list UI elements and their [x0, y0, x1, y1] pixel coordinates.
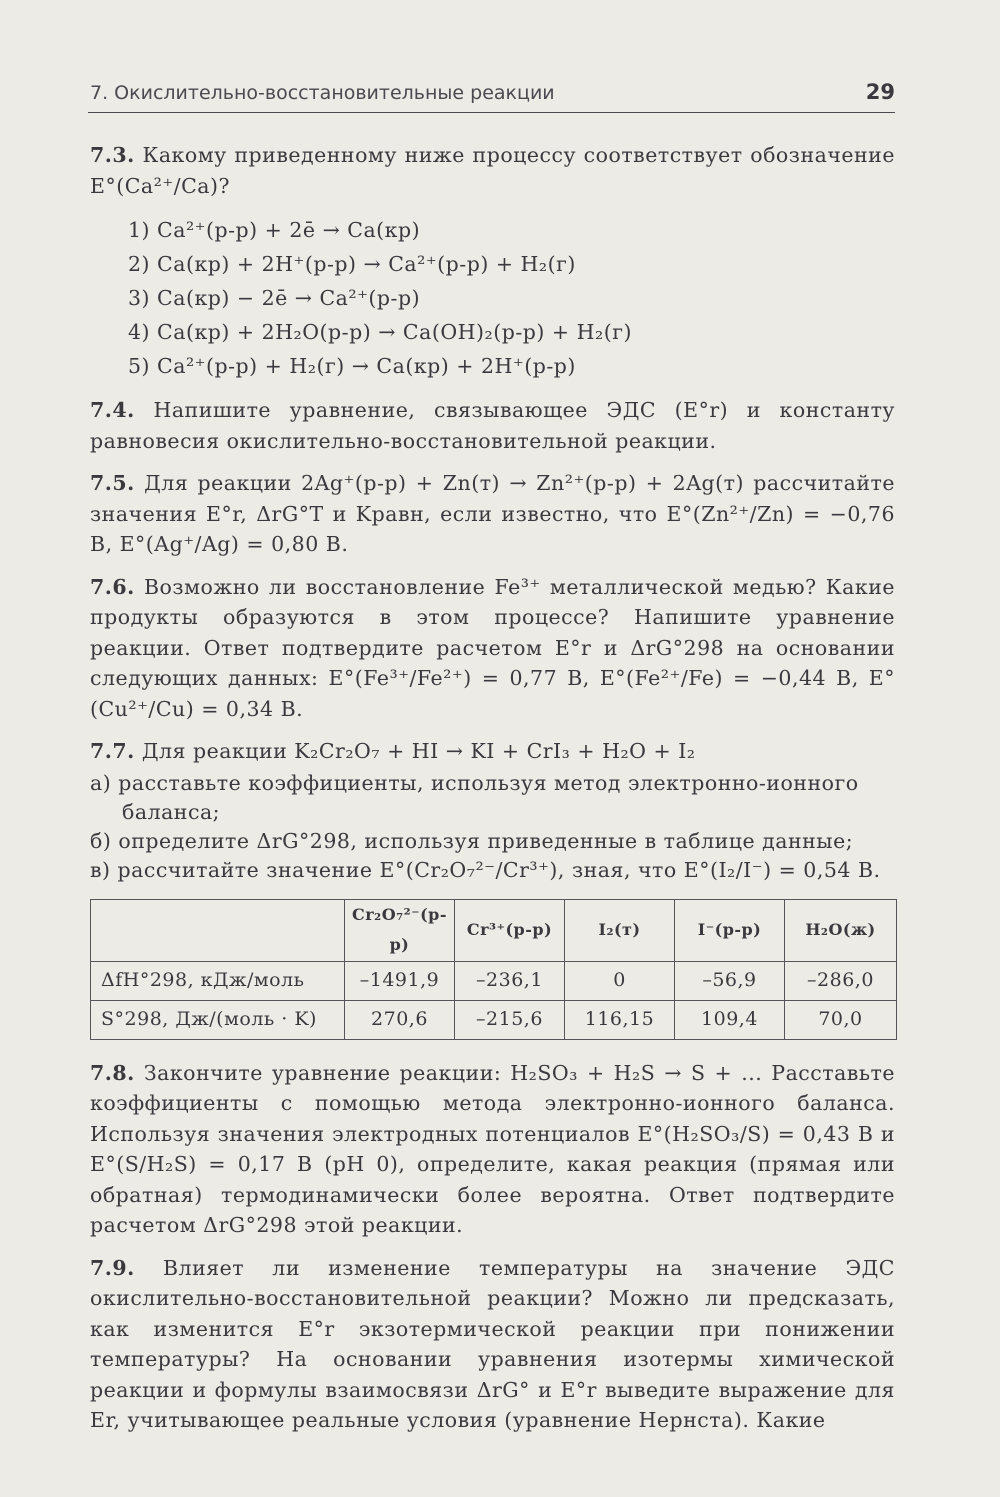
problem-7-8	[90, 1058, 895, 1241]
problem-text: Для реакции 2Ag⁺(р-р) + Zn(т) → Zn²⁺(р-р) + 2Ag(т) рассчитайте значения E°r, ΔrG°T и Kравн, если известно, что E°(Zn²⁺/Zn) = −0,76 В, E°(Ag⁺/Ag) = 0,80 В.	[90, 471, 895, 556]
problem-7-9	[90, 1253, 895, 1436]
problem-7-5	[90, 468, 895, 560]
problem-number: 7.4.	[90, 398, 135, 422]
table-column-header: H₂O(ж)	[785, 899, 897, 961]
table-cell: –215,6	[455, 1000, 565, 1039]
chapter-title: 7. Окислительно-восстановительные реакции	[90, 82, 555, 104]
subtask-a: а) расставьте коэффициенты, используя метод электронно-ионного баланса;	[90, 770, 859, 824]
problem-7-3	[90, 140, 895, 201]
table-row	[91, 1000, 897, 1039]
table-cell: –236,1	[455, 961, 565, 1000]
answer-options	[90, 213, 895, 383]
table-cell: –286,0	[785, 961, 897, 1000]
answer-option-1: 1) Ca²⁺(р-р) + 2ē → Ca(кр)	[128, 218, 421, 242]
table-column-header: I⁻(р-р)	[675, 899, 785, 961]
table-cell: 109,4	[675, 1000, 785, 1039]
problem-text: Напишите уравнение, связывающее ЭДС (E°r) и константу равновесия окислительно-восстановительной реакции.	[90, 398, 895, 453]
problem-text: Какому приведенному ниже процессу соответствует обозначение	[142, 143, 895, 167]
problem-number: 7.9.	[90, 1255, 135, 1280]
table-column-header: I₂(т)	[565, 899, 675, 961]
table-column-header: Cr₂O₇²⁻(р-р)	[345, 899, 455, 961]
problem-text: Влияет ли изменение температуры на значение ЭДС окислительно-восстановительной реакции? Можно ли предсказать, как изменится E°r экзотермической реакции при понижении температуры? На основании уравнения изотермы химической реакции и формулы взаимосвязи ΔrG° и E°r выведите выражение для Er, учитывающее реальные условия (уравнение Нернста). Какие	[90, 1255, 895, 1432]
running-header	[88, 82, 895, 113]
problem-number: 7.3.	[90, 143, 135, 167]
answer-option-4: 4) Ca(кр) + 2H₂O(р-р) → Ca(OH)₂(р-р) + H₂(г)	[128, 320, 632, 344]
thermo-data-table	[90, 899, 897, 1040]
table-cell: 270,6	[345, 1000, 455, 1039]
problem-symbol: E°(Ca²⁺/Ca)?	[90, 173, 230, 198]
problem-number: 7.5.	[90, 471, 135, 495]
table-row	[91, 961, 897, 1000]
problem-number: 7.8.	[90, 1060, 135, 1085]
table-row-label: S°298, Дж/(моль · K)	[91, 1000, 345, 1039]
problem-7-4	[90, 395, 895, 456]
table-cell: 116,15	[565, 1000, 675, 1039]
answer-option-5: 5) Ca²⁺(р-р) + H₂(г) → Ca(кр) + 2H⁺(р-р)	[128, 354, 576, 378]
table-cell: 0	[565, 961, 675, 1000]
table-corner-cell	[91, 899, 345, 961]
answer-option-3: 3) Ca(кр) − 2ē → Ca²⁺(р-р)	[128, 286, 421, 310]
problem-7-6	[90, 572, 895, 725]
problem-text: Возможно ли восстановление Fe³⁺ металлической медью? Какие продукты образуются в этом процессе? Напишите уравнение реакции. Ответ подтвердите расчетом E°r и ΔrG°298 на основании следующих данных: E°(Fe³⁺/Fe²⁺) = 0,77 В, E°(Fe²⁺/Fe) = −0,44 В, E°(Cu²⁺/Cu) = 0,34 В.	[90, 574, 895, 721]
table-column-header: Cr³⁺(р-р)	[455, 899, 565, 961]
table-cell: –56,9	[675, 961, 785, 1000]
subtask-b: б) определите ΔrG°298, используя приведенные в таблице данные;	[90, 828, 854, 853]
problem-7-7	[90, 736, 895, 767]
page-number: 29	[865, 80, 895, 104]
problem-number: 7.7.	[90, 739, 135, 763]
table-header-row	[91, 899, 897, 961]
subtask-c: в) рассчитайте значение E°(Cr₂O₇²⁻/Cr³⁺), зная, что E°(I₂/I⁻) = 0,54 В.	[90, 857, 881, 882]
subtask-list	[90, 769, 895, 885]
problem-text: Для реакции K₂Cr₂O₇ + HI → KI + CrI₃ + H₂O + I₂	[141, 739, 696, 763]
problem-text: Закончите уравнение реакции: H₂SO₃ + H₂S → S + ... Расставьте коэффициенты с помощью метода электронно-ионного баланса. Используя значения электродных потенциалов E°(H₂SO₃/S) = 0,43 В и E°(S/H₂S) = 0,17 В (pH 0), определите, какая реакция (прямая или обратная) термодинамически более вероятна. Ответ подтвердите расчетом ΔrG°298 этой реакции.	[90, 1060, 895, 1237]
table-cell: 70,0	[785, 1000, 897, 1039]
answer-option-2: 2) Ca(кр) + 2H⁺(р-р) → Ca²⁺(р-р) + H₂(г)	[128, 252, 576, 276]
page-content	[90, 140, 895, 1448]
table-row-label: ΔfH°298, кДж/моль	[91, 961, 345, 1000]
problem-number: 7.6.	[90, 574, 135, 599]
table-cell: –1491,9	[345, 961, 455, 1000]
